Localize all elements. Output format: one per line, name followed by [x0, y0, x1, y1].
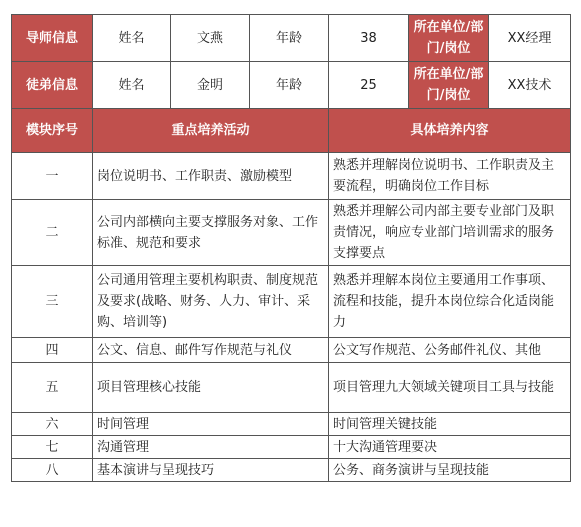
module-no: 四	[12, 338, 93, 363]
mentor-age: 38	[329, 15, 409, 62]
module-no: 八	[12, 459, 93, 482]
activity-cell: 基本演讲与呈现技巧	[93, 459, 329, 482]
apprentice-row	[12, 62, 571, 109]
module-no: 三	[12, 266, 93, 338]
mentor-name-label: 姓名	[93, 15, 171, 62]
table-row	[12, 266, 571, 338]
content-cell: 公文写作规范、公务邮件礼仪、其他	[329, 338, 571, 363]
mentor-row	[12, 15, 571, 62]
activity-cell: 公文、信息、邮件写作规范与礼仪	[93, 338, 329, 363]
apprentice-name-label: 姓名	[93, 62, 171, 109]
mentor-age-label: 年龄	[250, 15, 329, 62]
apprentice-unit-label: 所在单位/部门/岗位	[409, 62, 489, 109]
apprentice-unit: XX技术	[489, 62, 571, 109]
module-header: 模块序号	[12, 109, 93, 153]
content-cell: 熟悉并理解岗位说明书、工作职责及主要流程，明确岗位工作目标	[329, 153, 571, 200]
table-row	[12, 338, 571, 363]
module-no: 二	[12, 200, 93, 266]
apprentice-age-label: 年龄	[250, 62, 329, 109]
header-row	[12, 109, 571, 153]
activity-cell: 公司通用管理主要机构职责、制度规范及要求(战略、财务、人力、审计、采购、培训等)	[93, 266, 329, 338]
table-row	[12, 200, 571, 266]
mentor-unit-label: 所在单位/部门/岗位	[409, 15, 489, 62]
table-row	[12, 363, 571, 413]
module-no: 一	[12, 153, 93, 200]
apprentice-label: 徒弟信息	[12, 62, 93, 109]
activity-cell: 时间管理	[93, 413, 329, 436]
mentor-name: 文燕	[171, 15, 250, 62]
mentor-unit: XX经理	[489, 15, 571, 62]
training-table	[11, 14, 571, 482]
activity-header: 重点培养活动	[93, 109, 329, 153]
apprentice-age: 25	[329, 62, 409, 109]
module-no: 五	[12, 363, 93, 413]
content-cell: 十大沟通管理要决	[329, 436, 571, 459]
activity-cell: 公司内部横向主要支撑服务对象、工作标准、规范和要求	[93, 200, 329, 266]
table-row	[12, 459, 571, 482]
content-header: 具体培养内容	[329, 109, 571, 153]
mentor-label: 导师信息	[12, 15, 93, 62]
apprentice-name: 金明	[171, 62, 250, 109]
table-row	[12, 436, 571, 459]
table-row	[12, 153, 571, 200]
content-cell: 项目管理九大领域关键项目工具与技能	[329, 363, 571, 413]
module-no: 六	[12, 413, 93, 436]
activity-cell: 项目管理核心技能	[93, 363, 329, 413]
activity-cell: 沟通管理	[93, 436, 329, 459]
content-cell: 公务、商务演讲与呈现技能	[329, 459, 571, 482]
content-cell: 时间管理关键技能	[329, 413, 571, 436]
module-no: 七	[12, 436, 93, 459]
content-cell: 熟悉并理解公司内部主要专业部门及职责情况，响应专业部门培训需求的服务支撑要点	[329, 200, 571, 266]
activity-cell: 岗位说明书、工作职责、激励模型	[93, 153, 329, 200]
content-cell: 熟悉并理解本岗位主要通用工作事项、流程和技能，提升本岗位综合化适岗能力	[329, 266, 571, 338]
table-row	[12, 413, 571, 436]
